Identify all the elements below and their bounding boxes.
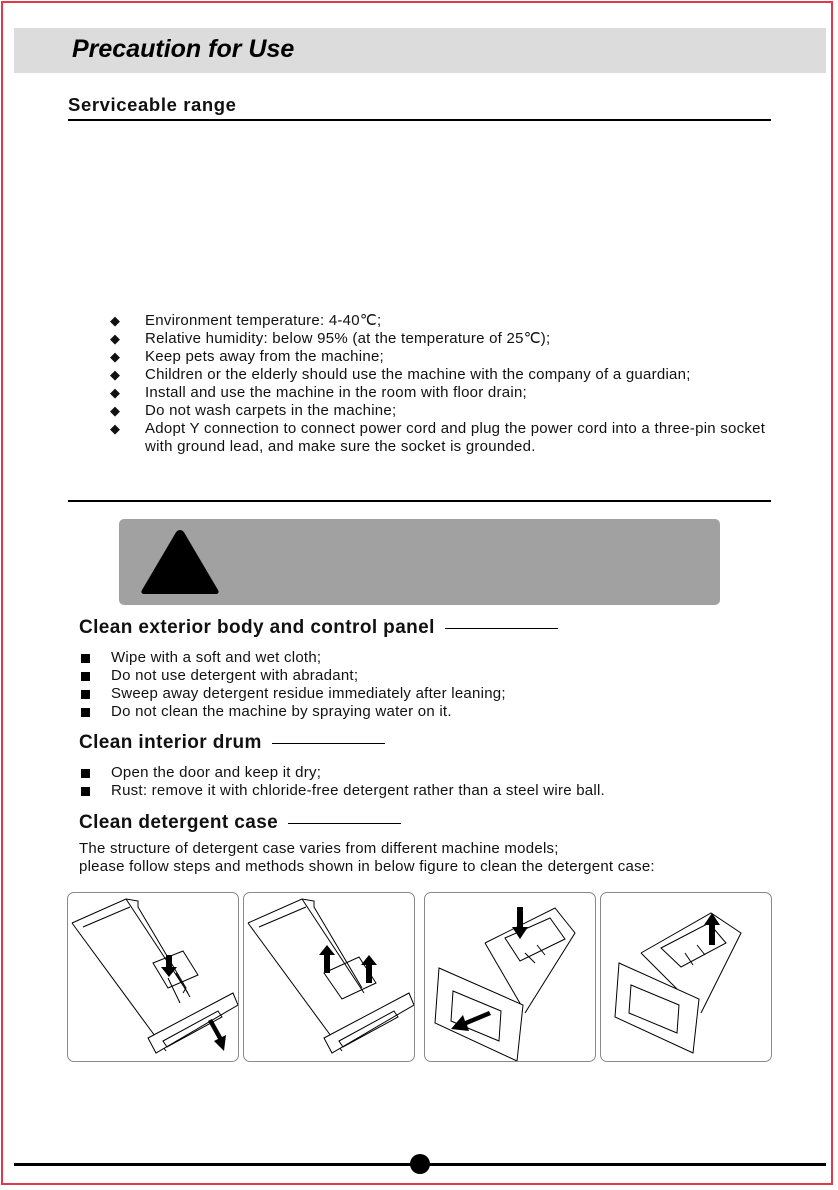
list-item: ◆ Children or the elderly should use the machine with the company of a guardian; bbox=[110, 366, 691, 383]
diamond-bullet-icon: ◆ bbox=[110, 331, 121, 346]
list-item: Do not use detergent with abradant; bbox=[80, 667, 506, 685]
diamond-bullet-icon: ◆ bbox=[110, 349, 121, 364]
title-bar bbox=[14, 28, 826, 73]
list-item: Sweep away detergent residue immediately after leaning; bbox=[80, 685, 506, 703]
list-item: ◆ Keep pets away from the machine; bbox=[110, 348, 384, 365]
section-heading-drum: Clean interior drum bbox=[79, 732, 385, 754]
heading-rule bbox=[288, 823, 401, 824]
detergent-step-3-figure bbox=[424, 892, 596, 1062]
list-item: ◆ Install and use the machine in the room with floor drain; bbox=[110, 384, 527, 401]
list-item: ◆ Adopt Y connection to connect power cord and plug the power cord into a three-pin socket with ground lead, and make sure the socket is grounded. bbox=[110, 420, 766, 455]
page-title: Precaution for Use bbox=[72, 35, 295, 63]
lift-up-illustration bbox=[601, 893, 771, 1061]
diamond-bullet-icon: ◆ bbox=[110, 421, 121, 436]
diamond-bullet-icon: ◆ bbox=[110, 313, 121, 328]
lift-insert-illustration bbox=[244, 893, 414, 1061]
square-bullet-icon bbox=[81, 672, 90, 681]
footer-rule-left bbox=[14, 1163, 412, 1166]
serviceable-list bbox=[110, 312, 770, 456]
square-bullet-icon bbox=[81, 787, 90, 796]
list-item: Wipe with a soft and wet cloth; bbox=[80, 649, 506, 667]
square-bullet-icon bbox=[81, 708, 90, 717]
serviceable-heading: Serviceable range bbox=[68, 94, 237, 115]
diamond-bullet-icon: ◆ bbox=[110, 403, 121, 418]
detergent-step-1-figure bbox=[67, 892, 239, 1062]
list-item: ◆ Do not wash carpets in the machine; bbox=[110, 402, 397, 419]
list-item: Rust: remove it with chloride-free detergent rather than a steel wire ball. bbox=[80, 782, 605, 800]
heading-rule bbox=[445, 628, 558, 629]
page-marker-dot bbox=[410, 1154, 430, 1174]
diamond-bullet-icon: ◆ bbox=[110, 385, 121, 400]
detergent-step-2-figure bbox=[243, 892, 415, 1062]
press-and-remove-illustration bbox=[425, 893, 595, 1061]
diamond-bullet-icon: ◆ bbox=[110, 367, 121, 382]
section-heading-serviceable bbox=[68, 94, 771, 121]
footer-rule-right bbox=[428, 1163, 826, 1166]
detergent-description: The structure of detergent case varies from different machine models; please follow steps and methods shown in below figure to clean the detergent case: bbox=[79, 840, 655, 875]
section-divider bbox=[68, 500, 771, 502]
drum-list bbox=[80, 764, 605, 800]
drawer-pull-out-illustration bbox=[68, 893, 238, 1061]
list-item: ◆ Environment temperature: 4-40℃; bbox=[110, 312, 382, 329]
warning-triangle-icon bbox=[137, 527, 223, 597]
exterior-list bbox=[80, 649, 506, 721]
heading-rule bbox=[272, 743, 385, 744]
detergent-step-4-figure bbox=[600, 892, 772, 1062]
list-item: Do not clean the machine by spraying water on it. bbox=[80, 703, 506, 721]
square-bullet-icon bbox=[81, 690, 90, 699]
section-heading-detergent: Clean detergent case bbox=[79, 812, 401, 834]
warning-box bbox=[119, 519, 720, 605]
list-item: Open the door and keep it dry; bbox=[80, 764, 605, 782]
square-bullet-icon bbox=[81, 769, 90, 778]
list-item: ◆ Relative humidity: below 95% (at the temperature of 25℃); bbox=[110, 330, 551, 347]
square-bullet-icon bbox=[81, 654, 90, 663]
section-heading-exterior: Clean exterior body and control panel bbox=[79, 617, 558, 639]
